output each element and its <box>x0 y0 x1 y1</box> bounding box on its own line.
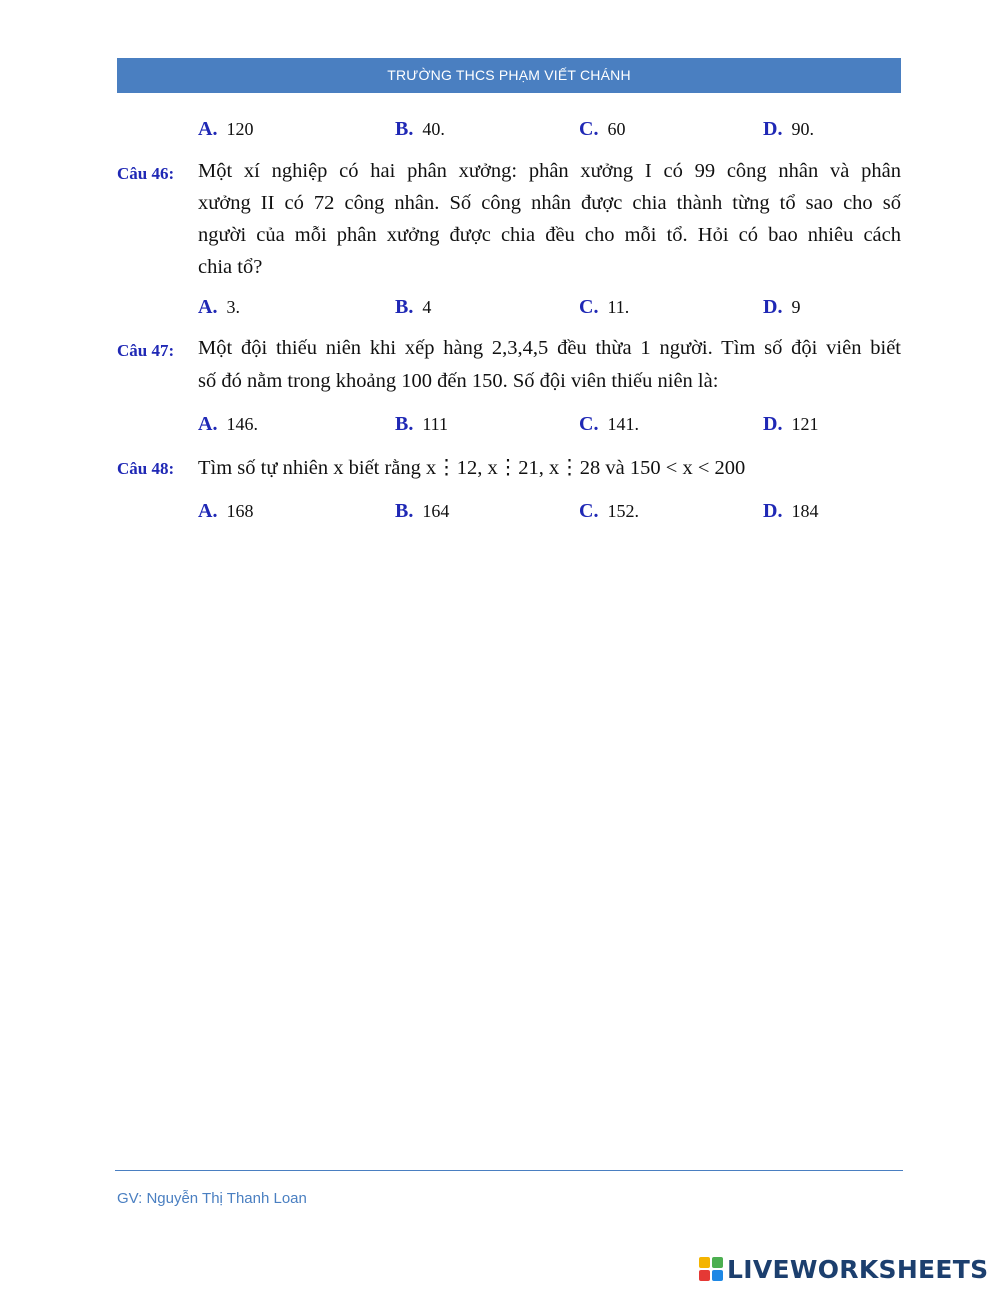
question-text-line: Một đội thiếu niên khi xếp hàng 2,3,4,5 đều thừa 1 người. Tìm số đội viên biết <box>198 337 901 359</box>
q45-option-a[interactable]: A. 120 <box>198 118 254 140</box>
question-text-line: Tìm số tự nhiên x biết rằng x⋮12, x⋮21, x⋮28 và 150 < x < 200 <box>198 457 746 479</box>
liveworksheets-logo-icon <box>698 1256 724 1282</box>
school-name: TRƯỜNG THCS PHẠM VIẾT CHÁNH <box>387 67 631 83</box>
q46-option-d[interactable]: D. 9 <box>763 296 801 318</box>
q47-option-a[interactable]: A. 146. <box>198 413 258 435</box>
question-text-line: chia tổ? <box>198 256 263 278</box>
q46-option-c[interactable]: C. 11. <box>579 296 630 318</box>
watermark-text: LIVEWORKSHEETS <box>727 1254 989 1284</box>
question-label: Câu 47: <box>117 341 175 360</box>
q47-option-d[interactable]: D. 121 <box>763 413 819 435</box>
footer-author: GV: Nguyễn Thị Thanh Loan <box>117 1190 307 1207</box>
q47-option-c[interactable]: C. 141. <box>579 413 639 435</box>
question-label: Câu 46: <box>117 164 175 183</box>
page-header-banner <box>117 58 901 93</box>
question-text-line: Một xí nghiệp có hai phân xưởng: phân xưởng I có 99 công nhân và phân <box>198 160 901 182</box>
q48-option-c[interactable]: C. 152. <box>579 500 639 522</box>
q48-option-b[interactable]: B. 164 <box>395 500 450 522</box>
q45-option-c[interactable]: C. 60 <box>579 118 626 140</box>
q46-option-b[interactable]: B. 4 <box>395 296 432 318</box>
footer-divider <box>115 1170 903 1171</box>
q46-option-a[interactable]: A. 3. <box>198 296 240 318</box>
q45-option-b[interactable]: B. 40. <box>395 118 445 140</box>
question-text-line: người của mỗi phân xưởng được chia đều cho mỗi tổ. Hỏi có bao nhiêu cách <box>198 224 901 246</box>
q47-option-b[interactable]: B. 111 <box>395 413 449 435</box>
liveworksheets-watermark <box>698 1253 988 1285</box>
question-text-line: số đó nằm trong khoảng 100 đến 150. Số đội viên thiếu niên là: <box>198 370 719 392</box>
q48-option-a[interactable]: A. 168 <box>198 500 254 522</box>
question-label: Câu 48: <box>117 459 175 478</box>
q48-option-d[interactable]: D. 184 <box>763 500 819 522</box>
q45-option-d[interactable]: D. 90. <box>763 118 814 140</box>
question-text-line: xưởng II có 72 công nhân. Số công nhân được chia thành từng tổ sao cho số <box>198 192 901 214</box>
